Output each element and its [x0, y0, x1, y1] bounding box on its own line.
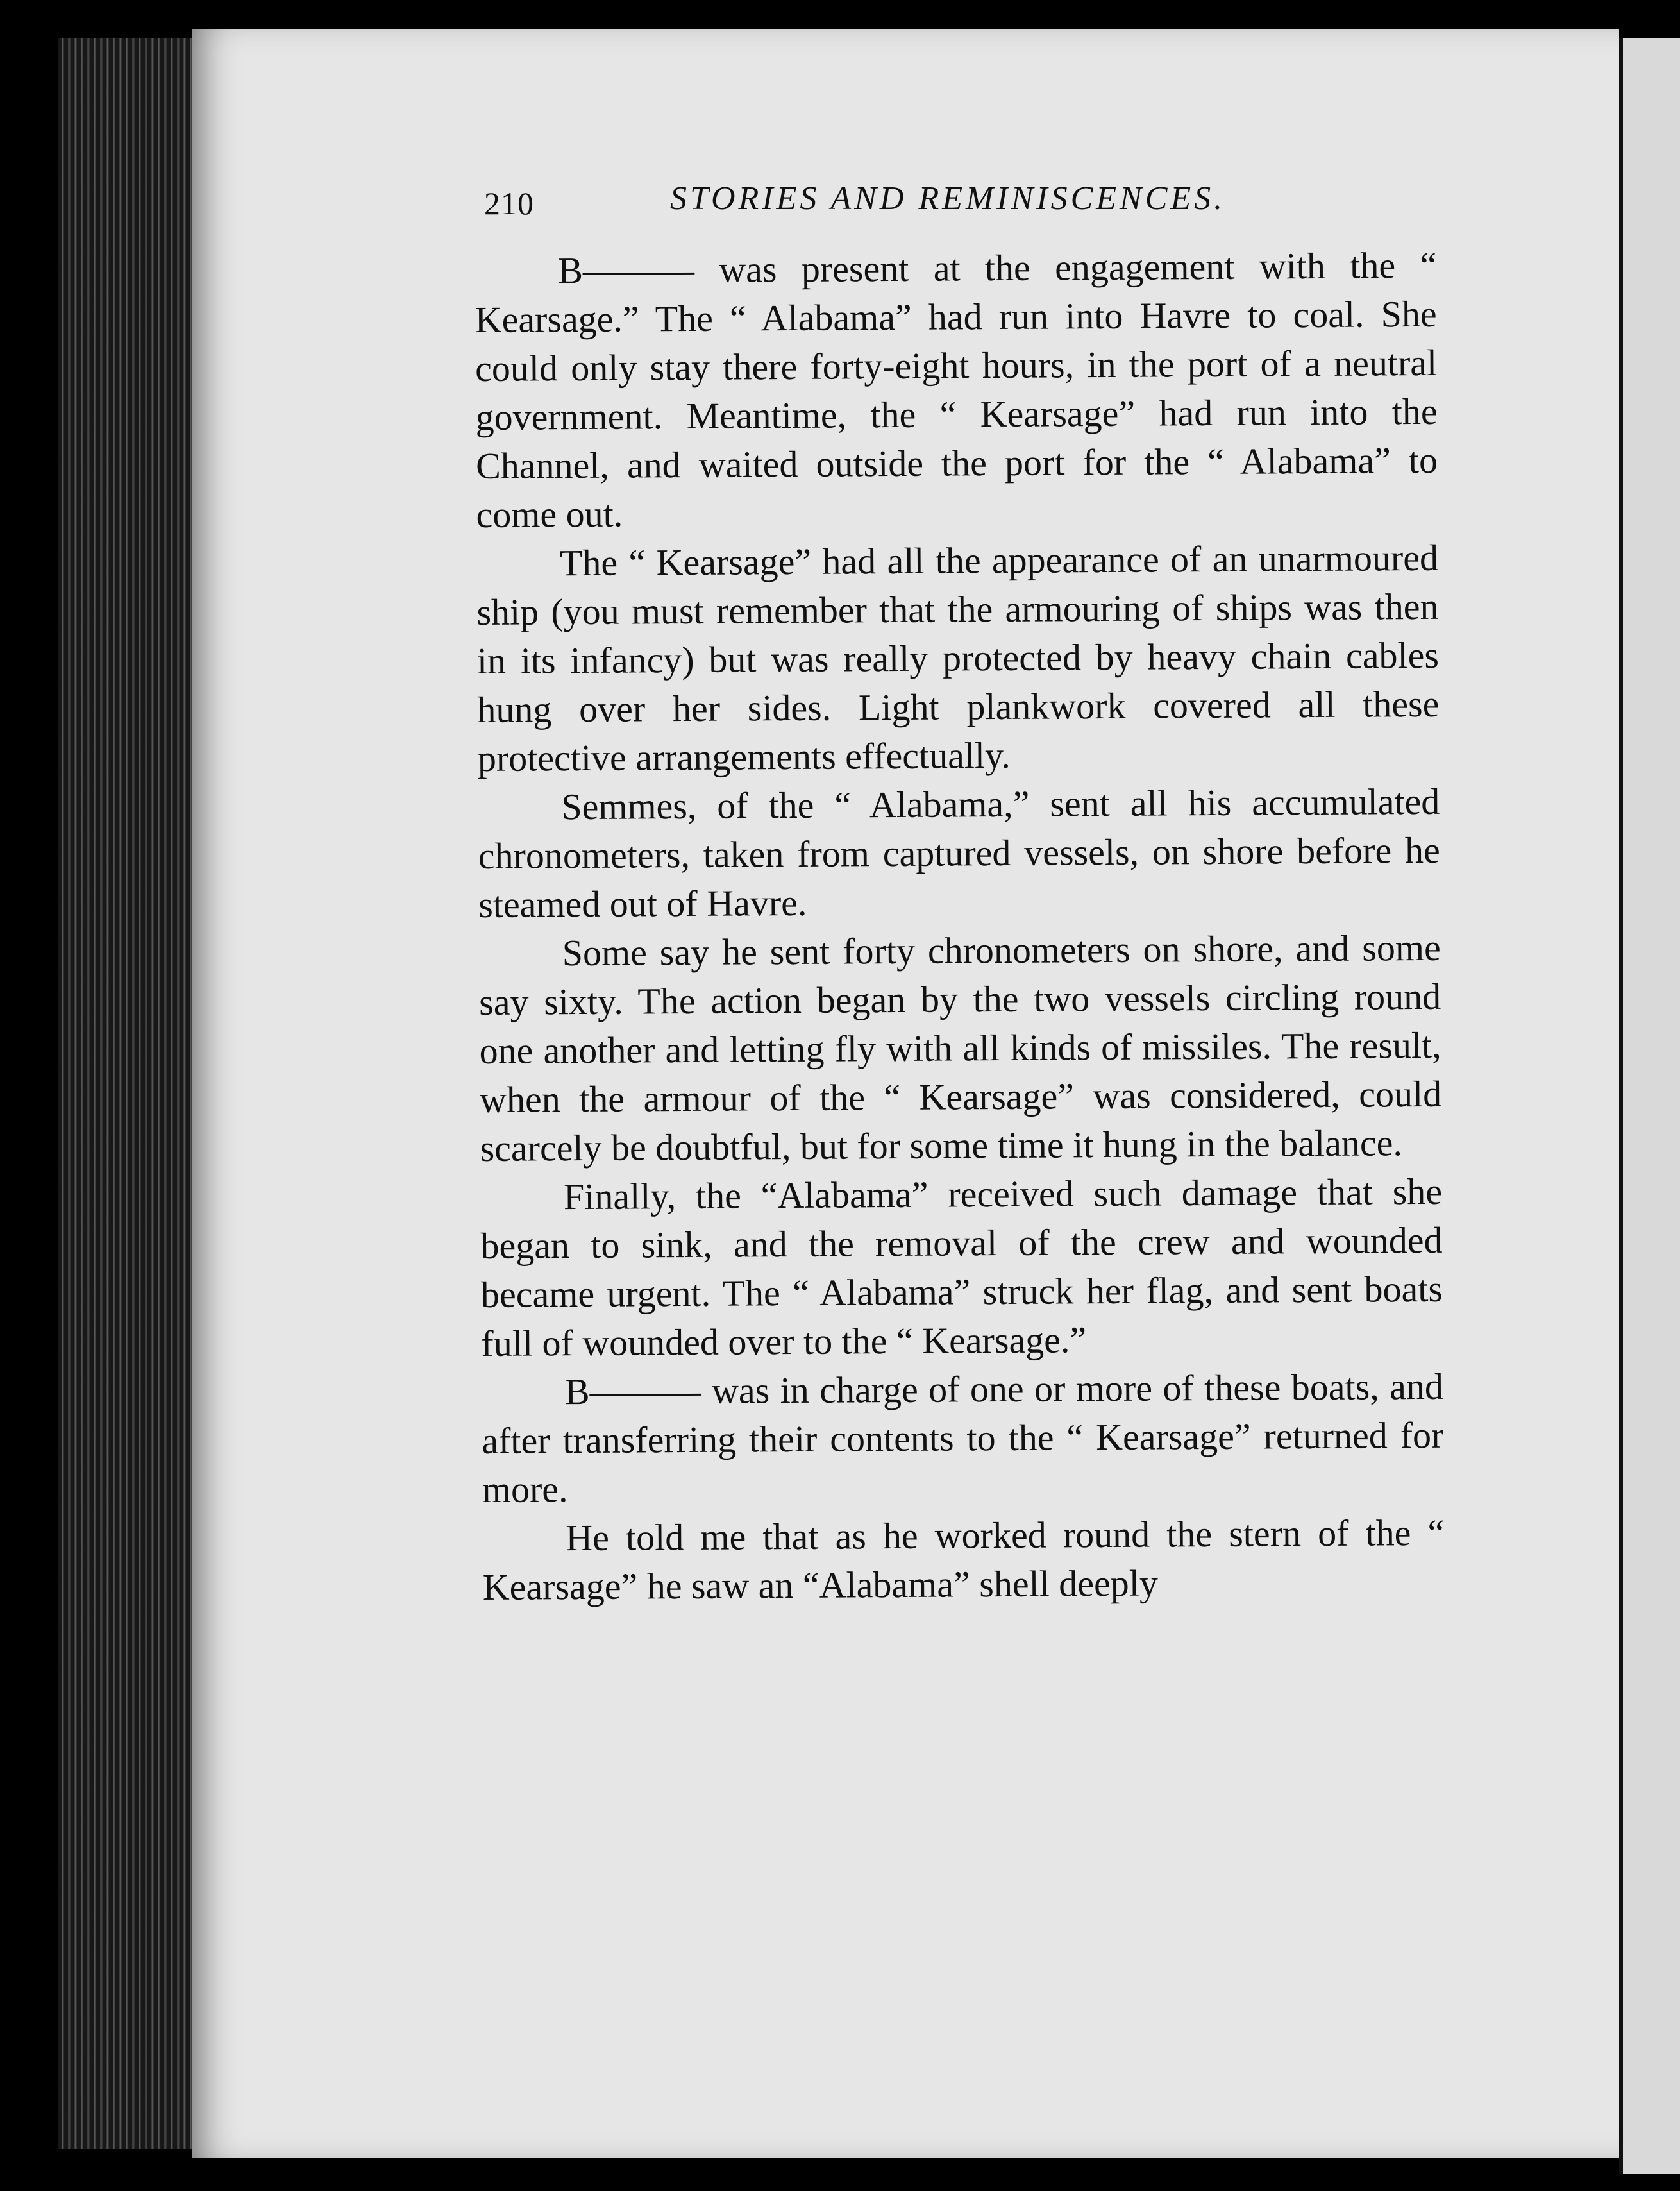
paragraph: Semmes, of the “ Alabama,” sent all his accumulated chronometers, taken from captured vessels, on shore before he steamed out of Havre. — [478, 780, 1440, 926]
page-number: 210 — [484, 185, 534, 221]
book-page-edges — [58, 38, 212, 2149]
paragraph: B——— was present at the engagement with the “ Kearsage.” The “ Alabama” had run into Havre to coal. She could only stay there forty-eight hours, in the port of a neutral government. Meantime, the “ Kearsage” had run into the Channel, and waited outside the port for the “ Alabama” to come out. — [475, 244, 1438, 536]
body-text — [475, 241, 1445, 1612]
paragraph: He told me that as he worked round the stern of the “ Kearsage” he saw an “Alabama” shell deeply — [482, 1511, 1445, 1608]
paragraph: Finally, the “Alabama” received such damage that she began to sink, and the removal of the crew and wounded became urgent. The “ Alabama” struck her flag, and sent boats full of wounded over to the “ Kearsage.” — [480, 1170, 1443, 1364]
page-header — [484, 173, 1254, 231]
facing-page-edge — [1619, 38, 1680, 2174]
paragraph: The “ Kearsage” had all the appearance of an unarmoured ship (you must remember that the armouring of ships was then in its infancy) but was really protected by heavy chain cables hung over her sides. Light plankwork covered all these protective arrangements effectually. — [476, 536, 1440, 779]
paragraph: Some say he sent forty chronometers on shore, and some say sixty. The action began by the two vessels circling round one another and letting fly with all kinds of missiles. The result, when the armour of the “ Kearsage” was considered, could scarcely be doubtful, but for some time it hung in the balance. — [478, 926, 1442, 1169]
running-head: STORIES AND REMINISCENCES. — [670, 180, 1226, 217]
paragraph: B——— was in charge of one or more of these boats, and after transferring their contents to the “ Kearsage” returned for more. — [482, 1365, 1444, 1510]
